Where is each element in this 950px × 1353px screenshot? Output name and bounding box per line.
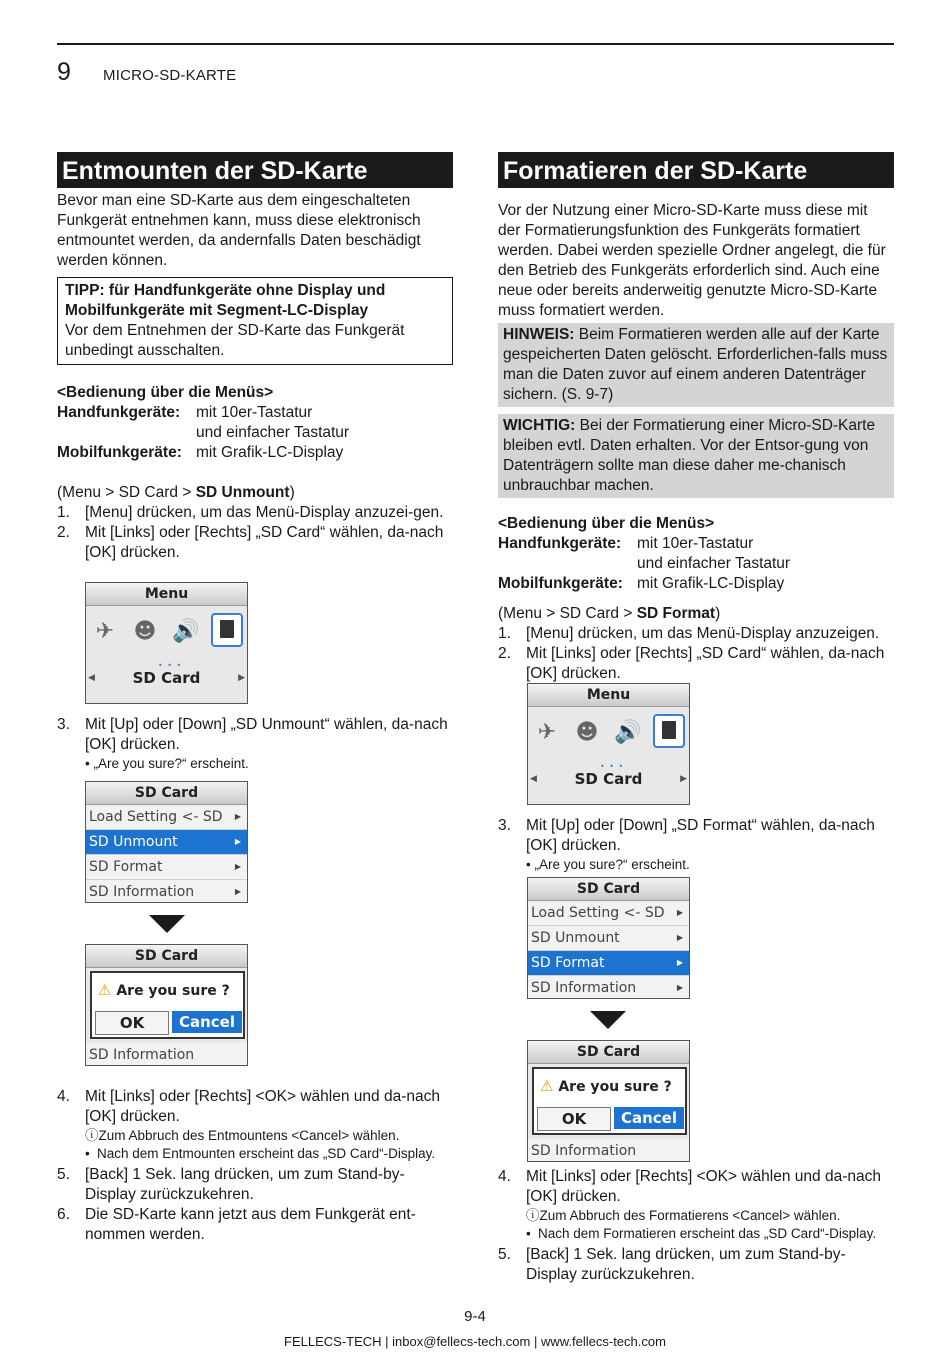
step-5: 5. [Back] 1 Sek. lang drücken, um zum Stand-by-Display zurückzukehren.: [57, 1166, 405, 1203]
warning-icon: ⚠: [540, 1077, 554, 1095]
lcd-item: SD Format ▶: [86, 855, 247, 880]
right-column: Formatieren der SD-Karte Vor der Nutzung einer Micro-SD-Karte muss diese mit der Formatierungsfunktion des Funkgeräts formatiert werden. Dabei werden spezielle Ordner angelegt, die für den Betrieb des Funkgeräts erforderlich sind. Auch eine neue oder bereits anderweitig genutzte Micro-SD-Karte muss formatiert werden. HINWEIS: Beim Formatieren werden alle auf der Karte gespeicherten Daten gelöscht. Erforderlichen-falls muss man die Daten zuvor auf einem anderen Datenträger sichern. (S. 9-7) WICHTIG: Bei der Formatierung einer Micro-SD-Karte bleiben evtl. Daten erhalten. Vor der Entsor-gung von Datenträgern sollte man diese daher me-chanisch unbrauchbar machen. <Bedienung über die Menüs> Handfunkgeräte: mit 10er-Tastatur und einfacher Tastatur Mobilfunkgeräte: mit Grafik-LC-Display (Menu > SD Card > SD Format) 1. [Menu] drücken, um das Menü-Display anzuzeigen. 2. Mit [Links] oder [Rechts] „SD Card“ wählen, da-nach [OK] drücken.: [498, 152, 894, 684]
mobil-row: [57, 443, 453, 463]
intro-text: Vor der Nutzung einer Micro-SD-Karte muss diese mit der Formatierungsfunktion des Funkgeräts formatiert werden. Dabei werden spezielle Ordner angelegt, die für den Betrieb des Funkgeräts erforderlich sind. Auch eine neue oder bereits anderweitig genutzte Micro-SD-Karte muss formatiert werden.: [498, 202, 886, 319]
lcd-item: SD Unmount ▶: [528, 926, 689, 951]
speaker-icon: 🔊: [172, 619, 200, 644]
step-4-note-1: ⓘZum Abbruch des Entmountens <Cancel> wählen.: [85, 1128, 400, 1143]
confirm-dialog: ⚠ Are you sure ? OK Cancel: [532, 1067, 687, 1135]
step-2: 2. Mit [Links] oder [Rechts] „SD Card“ wählen, da-nach [OK] drücken.: [57, 524, 444, 561]
right-arrow-icon: ▶: [680, 774, 687, 784]
speaker-icon: 🔊: [614, 720, 642, 745]
step-3: 3. Mit [Up] oder [Down] „SD Unmount“ wählen, da-nach [OK] drücken.: [57, 716, 448, 753]
left-arrow-icon: ◀: [88, 673, 95, 683]
step-3-note: • „Are you sure?“ erscheint.: [526, 857, 690, 872]
down-triangle-icon: [149, 915, 185, 933]
operation-heading: <Bedienung über die Menüs>: [498, 515, 715, 532]
down-triangle-icon: [590, 1011, 626, 1029]
lcd-item: SD Information: [528, 1139, 689, 1162]
hinweis-box: HINWEIS: Beim Formatieren werden alle auf der Karte gespeicherten Daten gelöscht. Erforderlichen-falls muss man die Daten zuvor auf einem anderen Datenträger sichern. (S. 9-7): [498, 323, 894, 407]
lcd-menu-label: SD Card: [132, 669, 201, 687]
ok-button: OK: [537, 1107, 611, 1131]
step-3: 3. Mit [Up] oder [Down] „SD Format“ wählen, da-nach [OK] drücken.: [498, 817, 875, 854]
ok-button: OK: [95, 1011, 169, 1035]
left-column: [57, 152, 453, 563]
section-title-unmount: Entmounten der SD-Karte: [57, 152, 453, 188]
cancel-button: Cancel: [172, 1011, 242, 1033]
lcd-item: SD Information: [86, 1043, 247, 1066]
lcd-confirm-screen: SD Card SD Information ⚠ Are you sure ? OK Cancel: [527, 1040, 690, 1162]
voice-icon: ☻: [575, 720, 599, 745]
hand-val: mit 10er-Tastatur: [196, 404, 313, 421]
step-4-note-2: • Nach dem Entmounten erscheint das „SD Card“-Display.: [85, 1146, 436, 1161]
cancel-button: Cancel: [614, 1107, 684, 1129]
step-4-note-1: ⓘZum Abbruch des Formatierens <Cancel> wählen.: [526, 1208, 841, 1223]
satellite-icon: ✈: [537, 720, 557, 745]
lcd-item: SD Information ▶: [528, 976, 689, 999]
operation-heading: <Bedienung über die Menüs>: [57, 384, 274, 401]
intro-text: Bevor man eine SD-Karte aus dem eingeschalteten Funkgerät entnehmen kann, muss diese elektronisch entmountet werden, da andernfalls Daten beschädigt werden können.: [57, 192, 421, 269]
lcd-item-selected: SD Unmount ▶: [86, 830, 247, 855]
step-5: 5. [Back] 1 Sek. lang drücken, um zum Stand-by-Display zurückzukehren.: [498, 1246, 846, 1283]
step-3-note: • „Are you sure?“ erscheint.: [85, 756, 249, 771]
step-6: 6. Die SD-Karte kann jetzt aus dem Funkgerät ent-nommen werden.: [57, 1206, 416, 1243]
wichtig-box: WICHTIG: Bei der Formatierung einer Micro-SD-Karte bleiben evtl. Daten erhalten. Vor der Entsor-gung von Datenträgern sollte man diese daher me-chanisch unbrauchbar machen.: [498, 414, 894, 498]
step-4: 4. Mit [Links] oder [Rechts] <OK> wählen und da-nach [OK] drücken.: [57, 1088, 440, 1125]
confirm-dialog: ⚠ Are you sure ? OK Cancel: [90, 971, 245, 1039]
mobil-val: mit Grafik-LC-Display: [196, 444, 344, 461]
step-1: 1. [Menu] drücken, um das Menü-Display anzuzeigen.: [498, 625, 880, 642]
sdcard-icon: [211, 613, 243, 647]
mobil-key: Mobilfunkgeräte:: [57, 444, 182, 461]
tip-text: Vor dem Entnehmen der SD-Karte das Funkgerät unbedingt ausschalten.: [65, 322, 405, 359]
warning-icon: ⚠: [98, 981, 112, 999]
top-rule: [57, 43, 894, 45]
step-2: 2. Mit [Links] oder [Rechts] „SD Card“ wählen, da-nach [OK] drücken.: [498, 645, 885, 682]
hand-row: [57, 403, 453, 423]
lcd-menu-screen: Menu ✈ ☻ 🔊 • • • ◀ SD Card ▶: [527, 683, 690, 805]
lcd-item: Load Setting <- SD ▶: [86, 805, 247, 830]
left-arrow-icon: ◀: [530, 774, 537, 784]
page-number: 9-4: [464, 1308, 486, 1325]
footer-contact: FELLECS-TECH | inbox@fellecs-tech.com | www.fellecs-tech.com: [284, 1334, 666, 1349]
menu-path: (Menu > SD Card > SD Unmount): [57, 484, 295, 501]
tip-title: TIPP: für Handfunkgeräte ohne Display und Mobilfunkgeräte mit Segment-LC-Display: [65, 282, 386, 319]
lcd-item: SD Information ▶: [86, 880, 247, 903]
hand-val2: und einfacher Tastatur: [196, 424, 350, 441]
right-arrow-icon: ▶: [238, 673, 245, 683]
step-1: 1. [Menu] drücken, um das Menü-Display anzuzei-gen.: [57, 504, 444, 521]
lcd-item-selected: SD Format ▶: [528, 951, 689, 976]
menu-path: (Menu > SD Card > SD Format): [498, 605, 721, 622]
lcd-menu-title: Menu: [86, 583, 247, 606]
lcd-sdcard-list: SD Card Load Setting <- SD ▶ SD Unmount ▶ SD Format ▶ SD Information ▶: [527, 877, 690, 999]
voice-icon: ☻: [133, 619, 157, 644]
lcd-item: Load Setting <- SD ▶: [528, 901, 689, 926]
hand-key: Handfunkgeräte:: [57, 404, 181, 421]
chapter-title: MICRO-SD-KARTE: [103, 67, 237, 84]
chapter-number: 9: [57, 58, 71, 86]
lcd-menu-screen: Menu ✈ ☻ 🔊 • • • ◀ SD Card ▶: [85, 582, 248, 704]
tip-box: [57, 277, 453, 365]
satellite-icon: ✈: [95, 619, 115, 644]
lcd-confirm-screen: SD Card SD Information ⚠ Are you sure ? OK Cancel: [85, 944, 248, 1066]
sdcard-icon: [653, 714, 685, 748]
step-4-note-2: • Nach dem Formatieren erscheint das „SD Card“-Display.: [526, 1226, 877, 1241]
section-title-format: Formatieren der SD-Karte: [498, 152, 894, 188]
lcd-sdcard-list: SD Card Load Setting <- SD ▶ SD Unmount ▶ SD Format ▶ SD Information ▶: [85, 781, 248, 903]
step-4: 4. Mit [Links] oder [Rechts] <OK> wählen und da-nach [OK] drücken.: [498, 1168, 881, 1205]
